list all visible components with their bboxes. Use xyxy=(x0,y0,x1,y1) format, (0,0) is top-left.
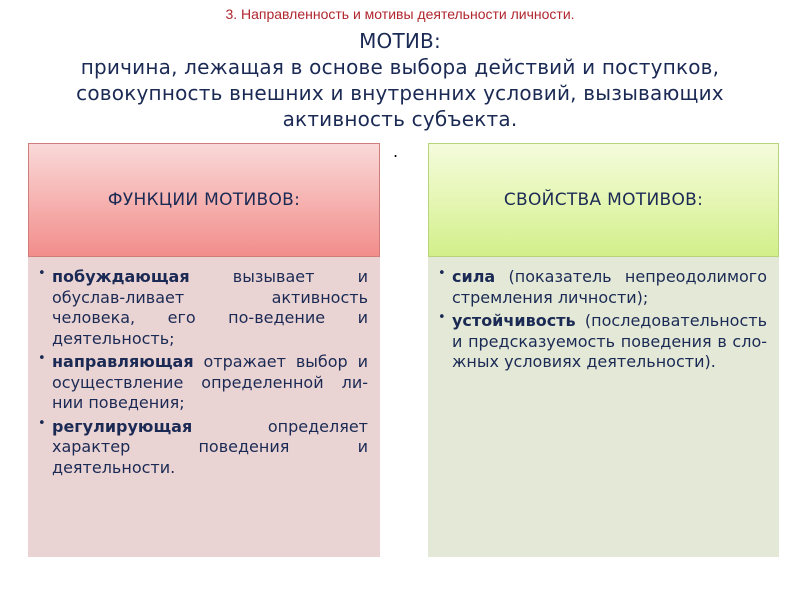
title-definition-line-3: активность субъекта. xyxy=(282,107,518,131)
function-term: побуждающая xyxy=(52,267,190,286)
slide-title xyxy=(0,28,800,132)
function-description: отражает выбор и осуществление определенной ли-нии поведения; xyxy=(52,352,368,412)
function-term: регулирующая xyxy=(52,416,193,436)
properties-body xyxy=(428,257,779,557)
title-definition-line-2: совокупность внешних и внутренних условий, вызывающих xyxy=(76,81,724,105)
separator-dot: . xyxy=(393,142,399,161)
title-term: МОТИВ: xyxy=(359,29,441,53)
properties-list xyxy=(438,267,767,373)
functions-list xyxy=(38,267,368,478)
property-term: сила xyxy=(452,267,496,286)
property-description: (последовательность и предсказуемость поведения в сло-жных условиях деятельности). xyxy=(452,311,767,371)
functions-panel xyxy=(28,143,380,557)
title-definition-line-1: причина, лежащая в основе выбора действий и поступков, xyxy=(80,55,720,79)
properties-panel xyxy=(428,143,779,557)
list-item xyxy=(38,267,368,349)
function-term: направляющая xyxy=(52,352,194,371)
function-description: определяет характер поведения и деятельности. xyxy=(52,416,368,477)
list-item xyxy=(438,267,767,308)
function-description: вызывает и обуслав-ливает активность человека, его по-ведение и деятельность; xyxy=(52,267,368,348)
list-item xyxy=(38,352,368,414)
property-description: (показатель непреодолимого стремления личности); xyxy=(452,267,767,307)
properties-heading: СВОЙСТВА МОТИВОВ: xyxy=(428,143,779,257)
list-item xyxy=(38,417,368,479)
functions-body xyxy=(28,257,380,557)
property-term: устойчивость xyxy=(452,311,576,330)
list-item xyxy=(438,311,767,373)
functions-heading: ФУНКЦИИ МОТИВОВ: xyxy=(28,143,380,257)
section-header: 3. Направленность и мотивы деятельности личности. xyxy=(225,6,575,22)
